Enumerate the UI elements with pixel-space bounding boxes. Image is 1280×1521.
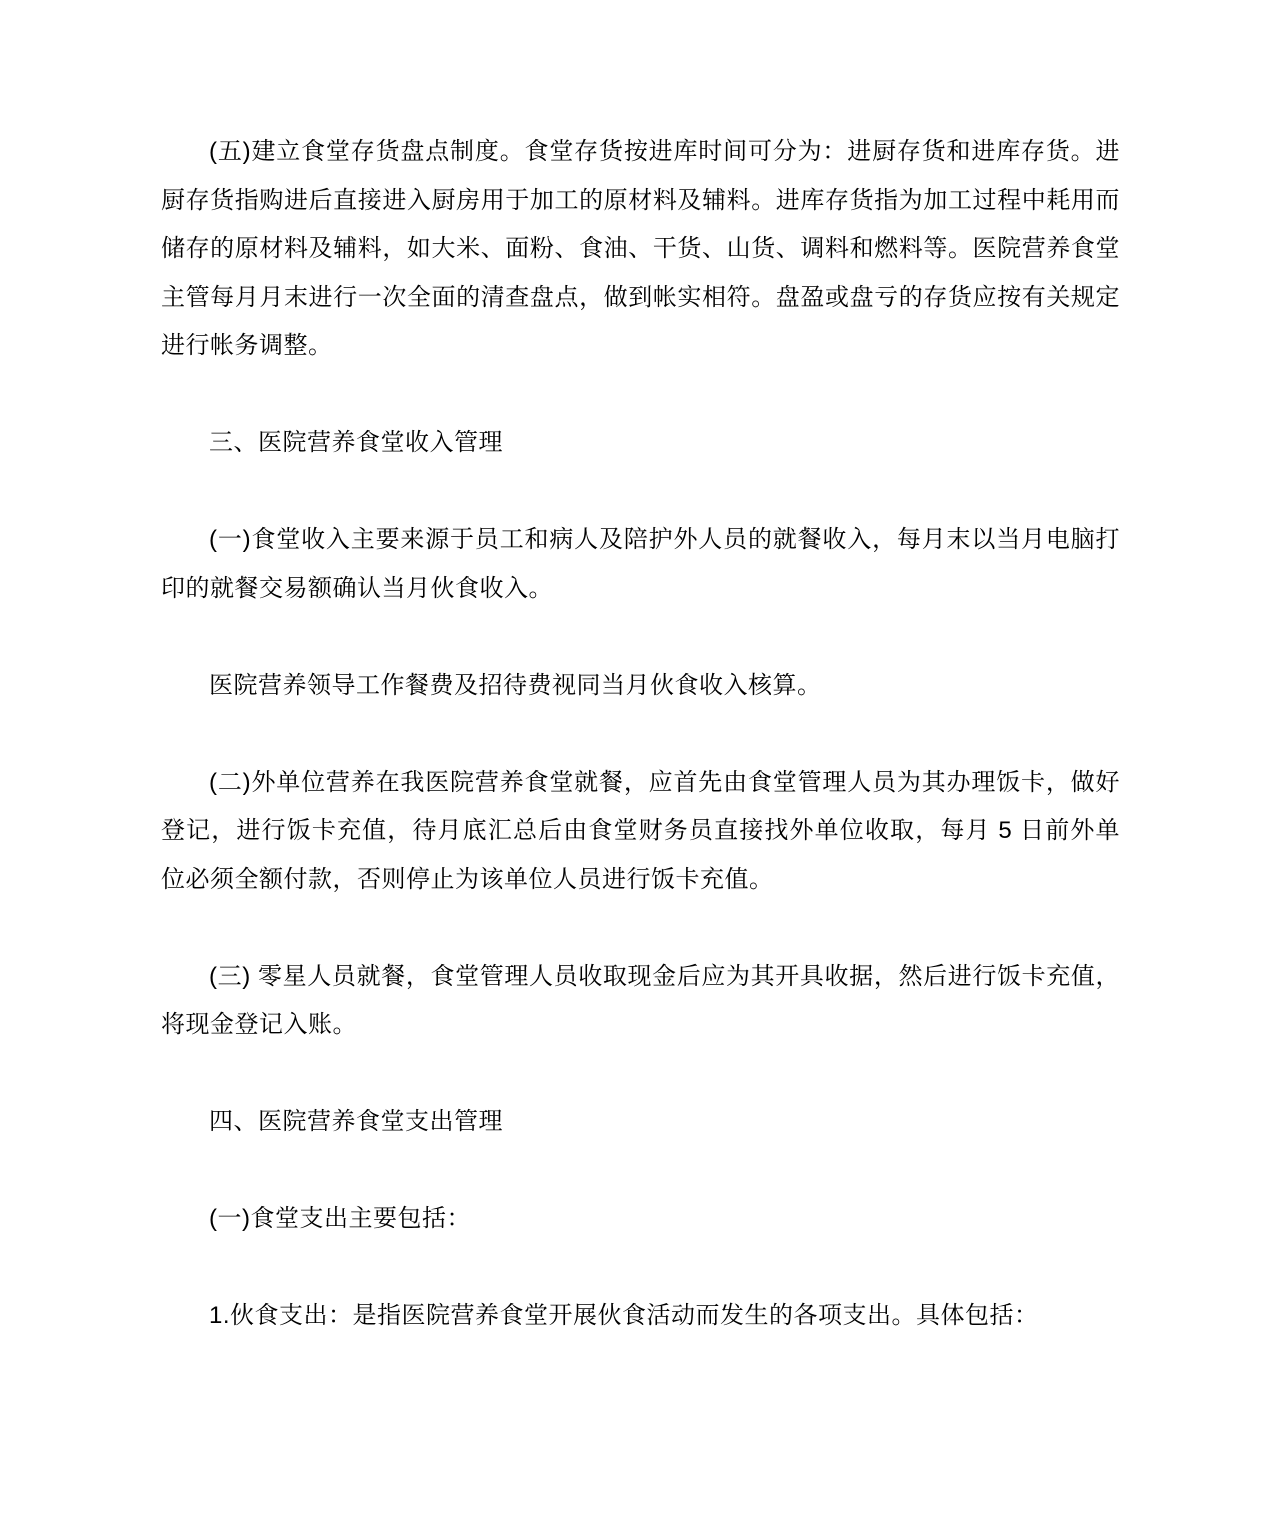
document-page [161,0,1120,1341]
paragraph-inventory-check-system: (五)建立食堂存货盘点制度。食堂存货按进库时间可分为：进厨存货和进库存货。进厨存货指购进后直接进入厨房用于加工的原材料及辅料。进库存货指为加工过程中耗用而储存的原材料及辅料，如大米、面粉、食油、干货、山货、调料和燃料等。医院营养食堂主管每月月末进行一次全面的清查盘点，做到帐实相符。盘盈或盘亏的存货应按有关规定进行帐务调整。 [161,138,1120,359]
paragraph-meal-expense-definition: 1.伙食支出：是指医院营养食堂开展伙食活动而发生的各项支出。具体包括： [209,1302,1039,1329]
paragraph-income-sources: (一)食堂收入主要来源于员工和病人及陪护外人员的就餐收入，每月末以当月电脑打印的就餐交易额确认当月伙食收入。 [161,526,1120,602]
paragraph-expense-includes: (一)食堂支出主要包括： [209,1205,471,1232]
heading-income-management: 三、医院营养食堂收入管理 [209,429,503,456]
paragraph-leader-meal-fees: 医院营养领导工作餐费及招待费视同当月伙食收入核算。 [209,671,822,699]
heading-expense-management: 四、医院营养食堂支出管理 [209,1108,503,1135]
paragraph-casual-diners-cash: (三) 零星人员就餐，食堂管理人员收取现金后应为其开具收据，然后进行饭卡充值，将现金登记入账。 [161,962,1120,1038]
paragraph-external-unit-dining: (二)外单位营养在我医院营养食堂就餐，应首先由食堂管理人员为其办理饭卡，做好登记，进行饭卡充值，待月底汇总后由食堂财务员直接找外单位收取，每月 5 日前外单位必须全额付款，否则停止为该单位人员进行饭卡充值。 [161,768,1120,893]
